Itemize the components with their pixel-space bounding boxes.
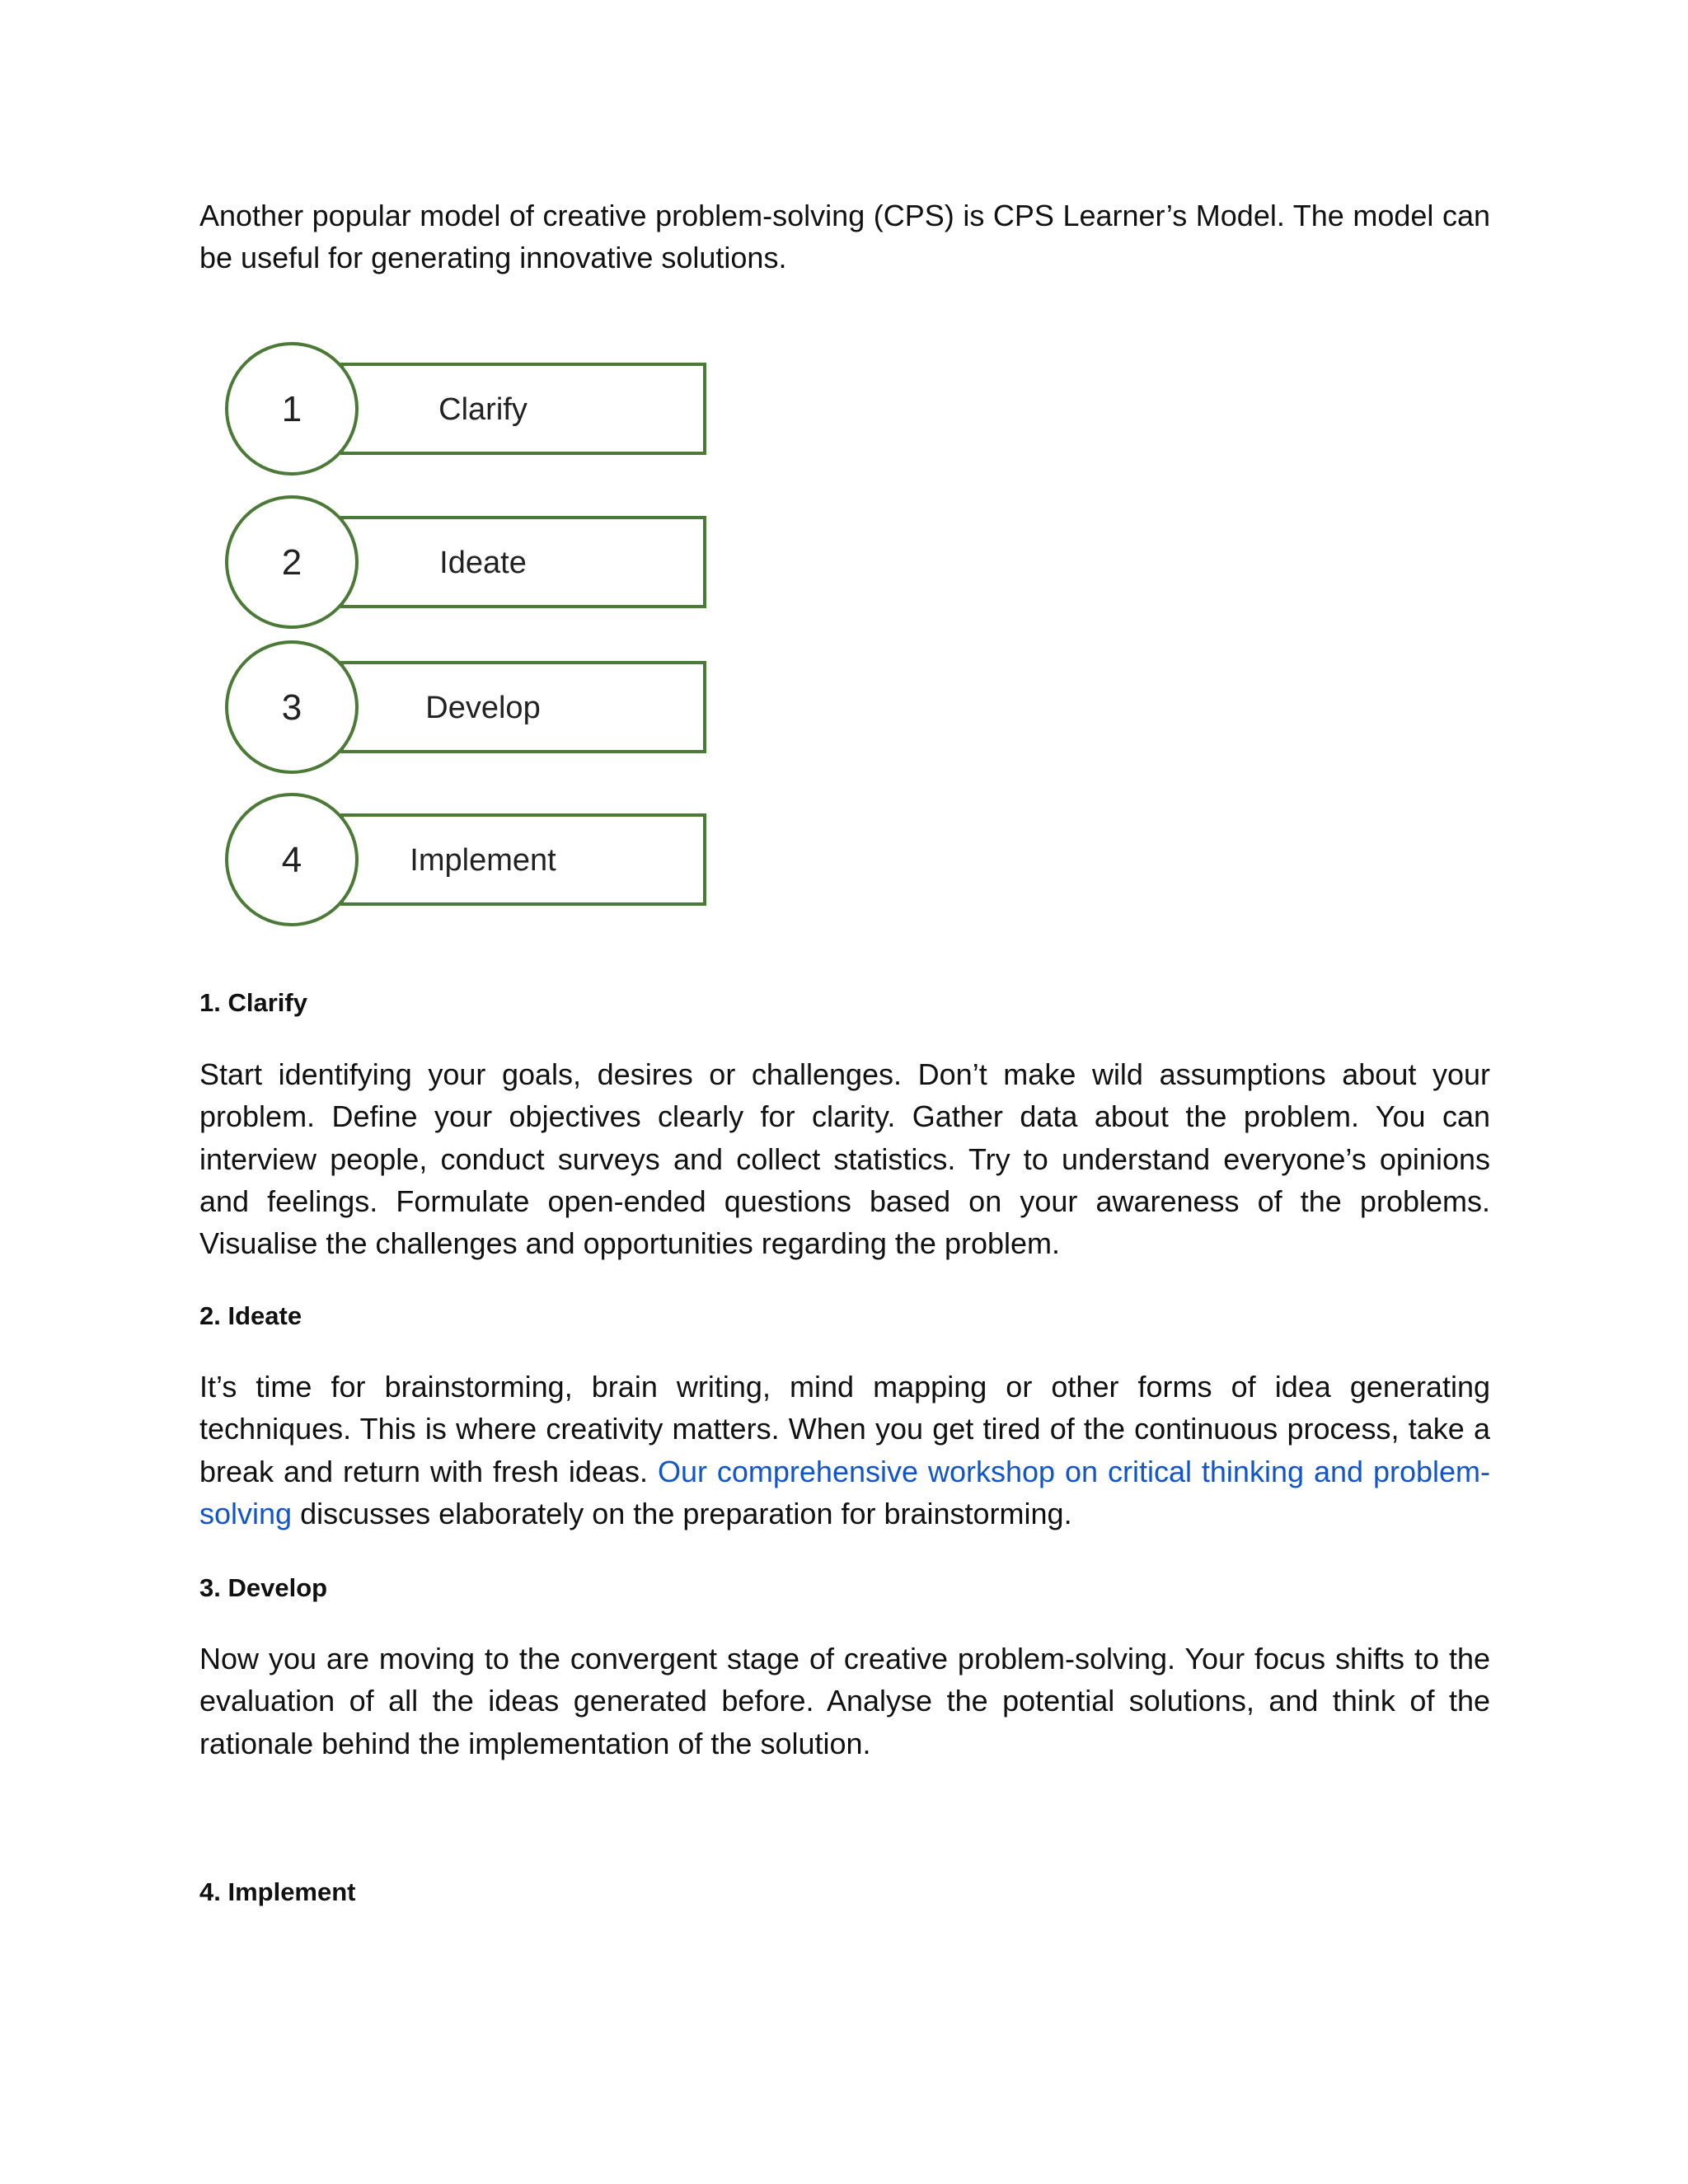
step-label: Clarify — [438, 392, 528, 427]
step-label: Implement — [410, 843, 556, 878]
ideate-paragraph — [199, 1366, 1490, 1535]
section-heading-develop: 3. Develop — [199, 1573, 328, 1602]
step-label: Ideate — [439, 546, 527, 580]
step-number: 4 — [281, 840, 302, 880]
section-heading-implement: 4. Implement — [199, 1877, 356, 1906]
section-heading-clarify: 1. Clarify — [199, 988, 307, 1017]
step-number: 2 — [281, 542, 302, 583]
workshop-link[interactable]: Our comprehensive workshop on critical thinking and problem-solving — [199, 1454, 1490, 1530]
cps-learner-model-diagram — [214, 330, 717, 931]
intro-paragraph: Another popular model of creative problem-solving (CPS) is CPS Learner’s Model. The model can be useful for generating innovative solutions. — [199, 199, 1490, 275]
clarify-paragraph: Start identifying your goals, desires or challenges. Don’t make wild assumptions about your problem. Define your objectives clearly for clarity. Gather data about the problem. You can interview people, conduct surveys and collect statistics. Try to understand everyone’s opinions and feelings. Formulate open-ended questions based on your awareness of the problems. Visualise the challenges and opportunities regarding the problem. — [199, 1057, 1490, 1261]
step-2 — [227, 497, 705, 627]
step-number: 3 — [281, 687, 302, 728]
step-3 — [227, 642, 705, 772]
step-1 — [227, 344, 705, 474]
step-label: Develop — [425, 691, 541, 725]
ideate-text-after: discusses elaborately on the preparation for brainstorming. — [292, 1496, 1072, 1530]
step-number: 1 — [281, 389, 302, 429]
develop-paragraph: Now you are moving to the convergent stage of creative problem-solving. Your focus shifts to the evaluation of all the ideas generated before. Analyse the potential solutions, and think of the rationale behind the implementation of the solution. — [199, 1642, 1490, 1760]
step-4 — [227, 794, 705, 925]
section-heading-ideate: 2. Ideate — [199, 1301, 302, 1330]
ideate-text-before: It’s time for brainstorming, brain writing, mind mapping or other forms of idea generating techniques. This is where creativity matters. When you get tired of the continuous process, take a break and return with fresh ideas. — [199, 1370, 1490, 1488]
